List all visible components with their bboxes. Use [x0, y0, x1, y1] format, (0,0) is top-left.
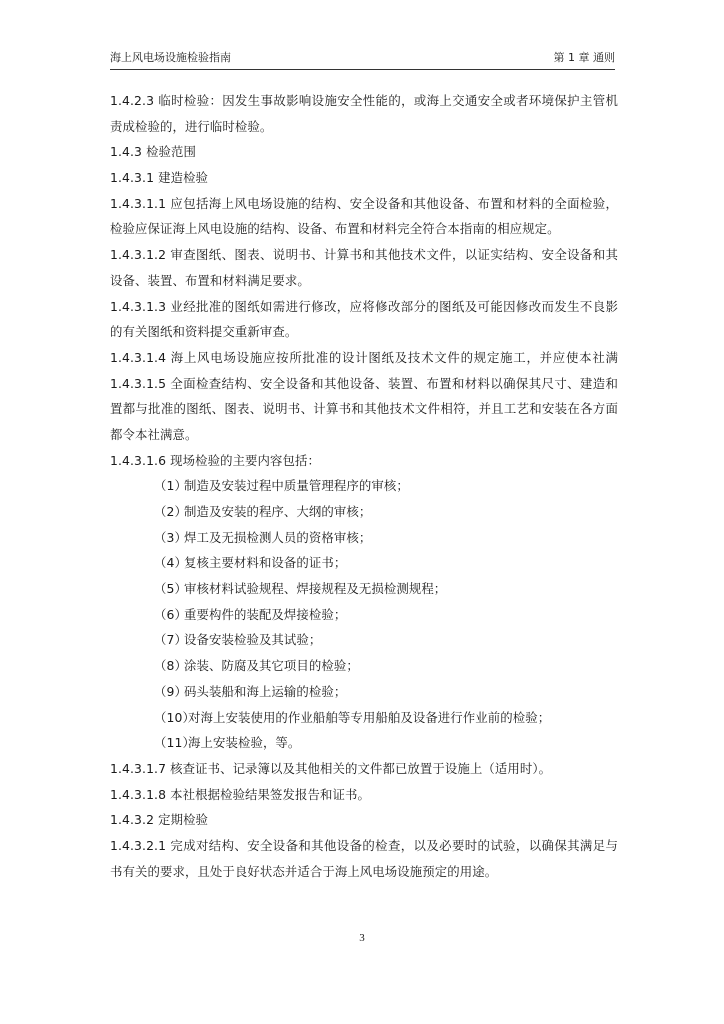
list-item: （5）审核材料试验规程、焊接规程及无损检测规程；	[154, 581, 447, 597]
paragraph-1-4-3-1-8: 1.4.3.1.8 本社根据检验结果签发报告和证书。	[110, 786, 370, 802]
section-heading-1-4-3-2: 1.4.3.2 定期检验	[110, 812, 209, 828]
paragraph-1-4-3-1-4: 1.4.3.1.4 海上风电场设施应按所批准的设计图纸及技术文件的规定施工，并应使本社满	[110, 349, 618, 365]
section-heading-1-4-3-1: 1.4.3.1 建造检验	[110, 170, 209, 186]
paragraph-1-4-3-2-1-line-1: 1.4.3.2.1 完成对结构、安全设备和其他设备的检查，以及必要时的试验，以确保其满足与	[110, 837, 618, 853]
page-number: 3	[359, 932, 365, 944]
paragraph-1-4-3-1-5-line-1: 1.4.3.1.5 全面检查结构、安全设备和其他设备、装置、布置和材料以确保其尺寸、建造和	[110, 375, 618, 391]
paragraph-1-4-3-2-1-line-2: 书有关的要求，且处于良好状态并适合于海上风电场设施预定的用途。	[110, 863, 498, 879]
list-item: （8）涂装、防腐及其它项目的检验；	[154, 658, 359, 674]
list-item: （9）码头装船和海上运输的检验；	[154, 683, 347, 699]
paragraph-1-4-3-1-2-line-2: 设备、装置、布置和材料满足要求。	[110, 272, 310, 288]
paragraph-1-4-3-1-7: 1.4.3.1.7 核查证书、记录簿以及其他相关的文件都已放置于设施上（适用时）。	[110, 760, 552, 776]
header-document-title: 海上风电场设施检验指南	[110, 51, 231, 64]
header-chapter-title: 第 1 章 通则	[553, 51, 615, 64]
list-item: （10）对海上安装使用的作业船舶等专用船舶及设备进行作业前的检验；	[154, 709, 551, 725]
paragraph-1-4-3-1-5-line-3: 都令本社满意。	[110, 426, 198, 442]
inspection-items-list	[110, 473, 618, 756]
paragraph-1-4-3-1-1-line-1: 1.4.3.1.1 应包括海上风电场设施的结构、安全设备和其他设备、布置和材料的全面检验，	[110, 195, 618, 211]
section-heading-1-4-3: 1.4.3 检验范围	[110, 144, 197, 160]
list-item: （6）重要构件的装配及焊接检验；	[154, 606, 347, 622]
header-rule	[110, 69, 615, 70]
list-item: （2）制造及安装的程序、大纲的审核；	[154, 504, 372, 519]
paragraph-1-4-3-1-3-line-2: 的有关图纸和资料提交重新审查。	[110, 324, 298, 340]
paragraph-1-4-2-3-line-1: 1.4.2.3 临时检验：因发生事故影响设施安全性能的，或海上交通安全或者环境保护主管机	[110, 93, 618, 108]
body-text	[110, 88, 618, 884]
paragraph-1-4-3-1-5-line-2: 置都与批准的图纸、图表、说明书、计算书和其他技术文件相符，并且工艺和安装在各方面	[110, 401, 618, 417]
paragraph-1-4-3-1-2-line-1: 1.4.3.1.2 审查图纸、图表、说明书、计算书和其他技术文件，以证实结构、安全设备和其	[110, 247, 618, 263]
paragraph-1-4-3-1-6: 1.4.3.1.6 现场检验的主要内容包括：	[110, 452, 320, 468]
paragraph-1-4-3-1-1-line-2: 检验应保证海上风电设施的结构、设备、布置和材料完全符合本指南的相应规定。	[110, 221, 560, 237]
list-item: （7）设备安装检验及其试验；	[154, 632, 322, 648]
list-item: （1）制造及安装过程中质量管理程序的审核；	[154, 478, 409, 494]
paragraph-1-4-2-3-line-2: 责成检验的，进行临时检验。	[110, 118, 273, 134]
list-item: （3）焊工及无损检测人员的资格审核；	[154, 529, 372, 545]
list-item: （11）海上安装检验，等。	[154, 735, 301, 751]
list-item: （4）复核主要材料和设备的证书；	[154, 555, 347, 571]
running-header	[110, 50, 615, 70]
paragraph-1-4-3-1-3-line-1: 1.4.3.1.3 业经批准的图纸如需进行修改，应将修改部分的图纸及可能因修改而发生不良影	[110, 298, 618, 314]
